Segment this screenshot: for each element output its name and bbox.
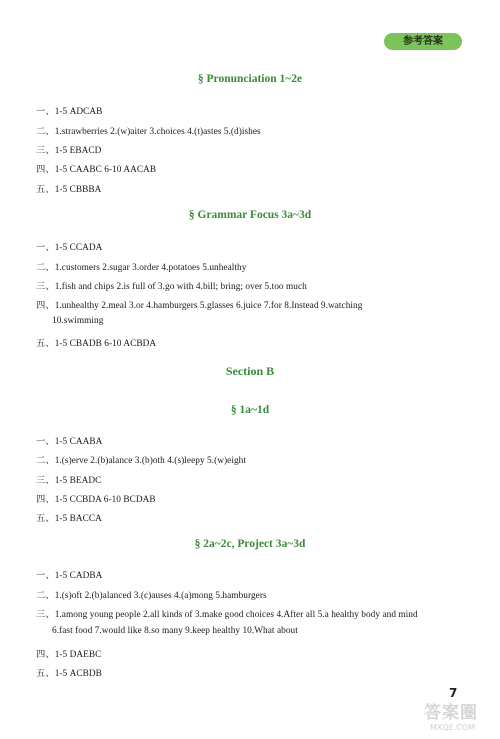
answer-line: 五、1-5 CBADB 6-10 ACBDA (36, 339, 157, 349)
answer-line: 二、1.(s)erve 2.(b)alance 3.(b)oth 4.(s)leepy 5.(w)eight (36, 456, 246, 466)
answer-line-continued: 6.fast food 7.would like 8.so many 9.keep healthy 10.What about (52, 626, 298, 636)
answer-line: 一、1-5 CCADA (36, 243, 103, 253)
watermark-logo: 答案圈 MXQE.COM (424, 703, 478, 732)
answer-line: 五、1-5 ACBDB (36, 669, 102, 679)
answer-line: 四、1-5 CCBDA 6-10 BCDAB (36, 495, 156, 505)
section-heading-section-b: Section B (225, 364, 275, 378)
answer-line: 四、1-5 CAABC 6-10 AACAB (36, 165, 157, 175)
answer-line: 四、1.unhealthy 2.meal 3.or 4.hamburgers 5.glasses 6.juice 7.for 8.Instead 9.watching (36, 301, 363, 311)
section-heading-2a-2c-project: § 2a~2c, Project 3a~3d (194, 538, 306, 550)
answer-line: 二、1.customers 2.sugar 3.order 4.potatoes 5.unhealthy (36, 263, 247, 273)
page-number: 7 (449, 686, 458, 700)
section-heading-pronunciation: § Pronunciation 1~2e (197, 73, 303, 85)
answer-line: 三、1-5 BEADC (36, 476, 102, 486)
answer-line: 三、1.fish and chips 2.is full of 3.go with 4.bill; bring; over 5.too much (36, 282, 307, 292)
answer-line: 二、1.(s)oft 2.(b)alanced 3.(c)auses 4.(a)mong 5.hamburgers (36, 591, 267, 601)
answer-line: 三、1.among young people 2.all kinds of 3.make good choices 4.After all 5.a healthy body and mind (36, 610, 418, 620)
answer-key-badge: 参考答案 (384, 33, 462, 50)
answer-line: 四、1-5 DAEBC (36, 650, 102, 660)
answer-line: 一、1-5 ADCAB (36, 107, 103, 117)
answer-line: 五、1-5 BACCA (36, 514, 102, 524)
answer-line: 一、1-5 CADBA (36, 571, 103, 581)
section-heading-grammar-focus: § Grammar Focus 3a~3d (188, 209, 312, 221)
answer-line-continued: 10.swimming (52, 316, 104, 326)
answer-line: 二、1.strawberries 2.(w)aiter 3.choices 4.(t)astes 5.(d)ishes (36, 127, 261, 137)
section-heading-1a-1d: § 1a~1d (230, 404, 270, 416)
answer-line: 五、1-5 CBBBA (36, 185, 102, 195)
answer-line: 一、1-5 CAABA (36, 437, 103, 447)
answer-line: 三、1-5 EBACD (36, 146, 102, 156)
